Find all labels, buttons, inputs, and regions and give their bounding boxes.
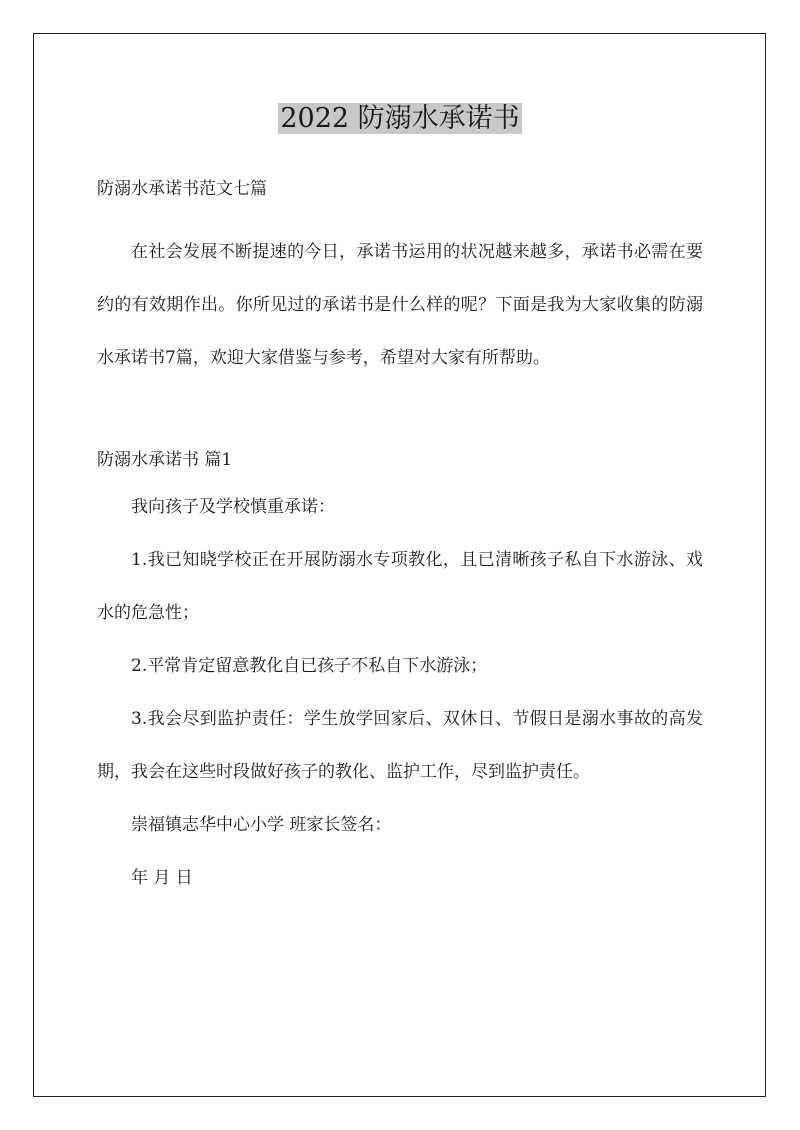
spacer bbox=[97, 208, 703, 226]
document-title: 2022 防溺水承诺书 bbox=[280, 103, 520, 134]
section-heading: 防溺水承诺书 篇1 bbox=[97, 450, 233, 470]
document-title-container bbox=[0, 98, 800, 140]
intro-paragraph: 在社会发展不断提速的今日，承诺书运用的状况越来越多，承诺书必需在要约的有效期作出。你所见过的承诺书是什么样的呢？下面是我为大家收集的防溺水承诺书7篇，欢迎大家借鉴与参考，希望对大家有所帮助。 bbox=[97, 242, 703, 368]
date-line: 年 月 日 bbox=[131, 868, 193, 888]
spacer bbox=[97, 385, 703, 441]
pledge-item-1: 1.我已知晓学校正在开展防溺水专项教化，且已清晰孩子私自下水游泳、戏水的危急性； bbox=[97, 550, 703, 623]
document-subtitle: 防溺水承诺书范文七篇 bbox=[97, 179, 267, 199]
pledge-intro: 我向孩子及学校慎重承诺： bbox=[131, 497, 335, 517]
signature-line: 崇福镇志华中心小学 班家长签名： bbox=[131, 815, 392, 835]
pledge-item-2: 2.平常肯定留意教化自已孩子不私自下水游泳； bbox=[131, 656, 488, 676]
document-body bbox=[97, 170, 703, 905]
pledge-item-3: 3.我会尽到监护责任：学生放学回家后、双休日、节假日是溺水事故的高发期，我会在这些时段做好孩子的教化、监护工作，尽到监护责任。 bbox=[97, 709, 703, 782]
